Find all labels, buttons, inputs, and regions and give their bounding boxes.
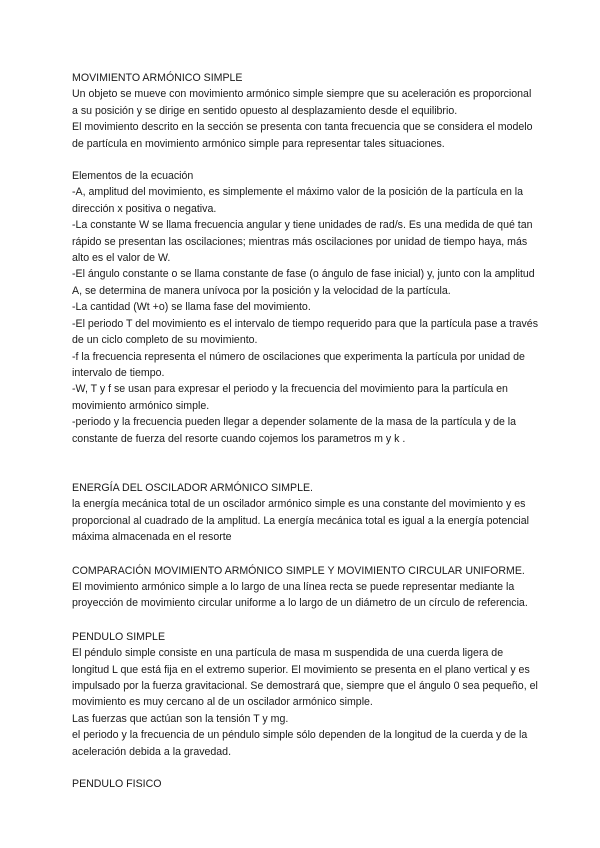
section-elementos [72,168,540,447]
section-pendulo-fisico [72,776,540,792]
heading-energia: ENERGÍA DEL OSCILADOR ARMÓNICO SIMPLE. [72,481,313,494]
list-item: -El periodo T del movimiento es el intervalo de tiempo requerido para que la partícula pase a través de un ciclo completo de su movimiento. [72,317,538,347]
spacer [72,152,540,168]
spacer [72,447,540,480]
list-item: -La cantidad (Wt +o) se llama fase del movimiento. [72,301,311,314]
paragraph: Las fuerzas que actúan son la tensión T y mg. [72,712,289,725]
list-item: -La constante W se llama frecuencia angular y tiene unidades de rad/s. Es una medida de qué tan rápido se presentan las oscilaciones; mientras más oscilaciones por unidad de tiempo haya, más alto es el valor de W. [72,219,533,265]
paragraph: Un objeto se mueve con movimiento armónico simple siempre que su aceleración es proporcional a su posición y se dirige en sentido opuesto al desplazamiento desde el equilibrio. [72,88,532,117]
heading-comparacion: COMPARACIÓN MOVIMIENTO ARMÓNICO SIMPLE Y MOVIMIENTO CIRCULAR UNIFORME. [72,564,525,577]
list-item: -El ángulo constante o se llama constante de fase (o ángulo de fase inicial) y, junto con la amplitud A, se determina de manera unívoca por la posición y la velocidad de la partícula. [72,268,535,297]
section-pendulo-simple [72,629,540,760]
paragraph: El péndulo simple consiste en una partícula de masa m suspendida de una cuerda ligera de longitud L que está fija en el extremo superior. El movimiento se presenta en el plano vertical y es impulsado por la fuerza gravitacional. Se demostrará que, siempre que el ángulo 0 sea pequeño, el movimiento es muy cercano al de un oscilador armónico simple. [72,647,538,709]
heading-mas: MOVIMIENTO ARMÓNICO SIMPLE [72,72,243,84]
list-item: -W, T y f se usan para expresar el periodo y la frecuencia del movimiento para la partícula en movimiento armónico simple. [72,383,508,412]
list-item: -f la frecuencia representa el número de oscilaciones que experimenta la partícula por unidad de intervalo de tiempo. [72,350,525,379]
spacer [72,760,540,776]
paragraph: el periodo y la frecuencia de un péndulo simple sólo dependen de la longitud de la cuerda y de la aceleración debida a la gravedad. [72,729,528,758]
list-item: -periodo y la frecuencia pueden llegar a depender solamente de la masa de la partícula y de la constante de fuerza del resorte cuando cojemos los parametros m y k . [72,416,517,445]
paragraph: El movimiento descrito en la sección se presenta con tanta frecuencia que se considera el modelo de partícula en movimiento armónico simple para representar tales situaciones. [72,121,533,150]
section-energia [72,480,540,546]
heading-pendulo-simple: PENDULO SIMPLE [72,630,166,643]
section-mas [72,70,540,152]
spacer [72,612,540,629]
paragraph: El movimiento armónico simple a lo largo de una línea recta se puede representar mediante la proyección de movimiento circular uniforme a lo largo de un diámetro de un círculo de referencia. [72,580,528,610]
heading-pendulo-fisico: PENDULO FISICO [72,778,162,791]
list-item: -A, amplitud del movimiento, es simplemente el máximo valor de la posición de la partícula en la dirección x positiva o negativa. [72,186,524,215]
section-comparacion [72,563,540,612]
spacer [72,546,540,563]
paragraph: la energía mecánica total de un oscilador armónico simple es una constante del movimiento y es proporcional al cuadrado de la amplitud. La energía mecánica total es igual a la energía potencial máxima almacenada en el resorte [72,498,530,544]
heading-elementos: Elementos de la ecuación [72,170,194,183]
